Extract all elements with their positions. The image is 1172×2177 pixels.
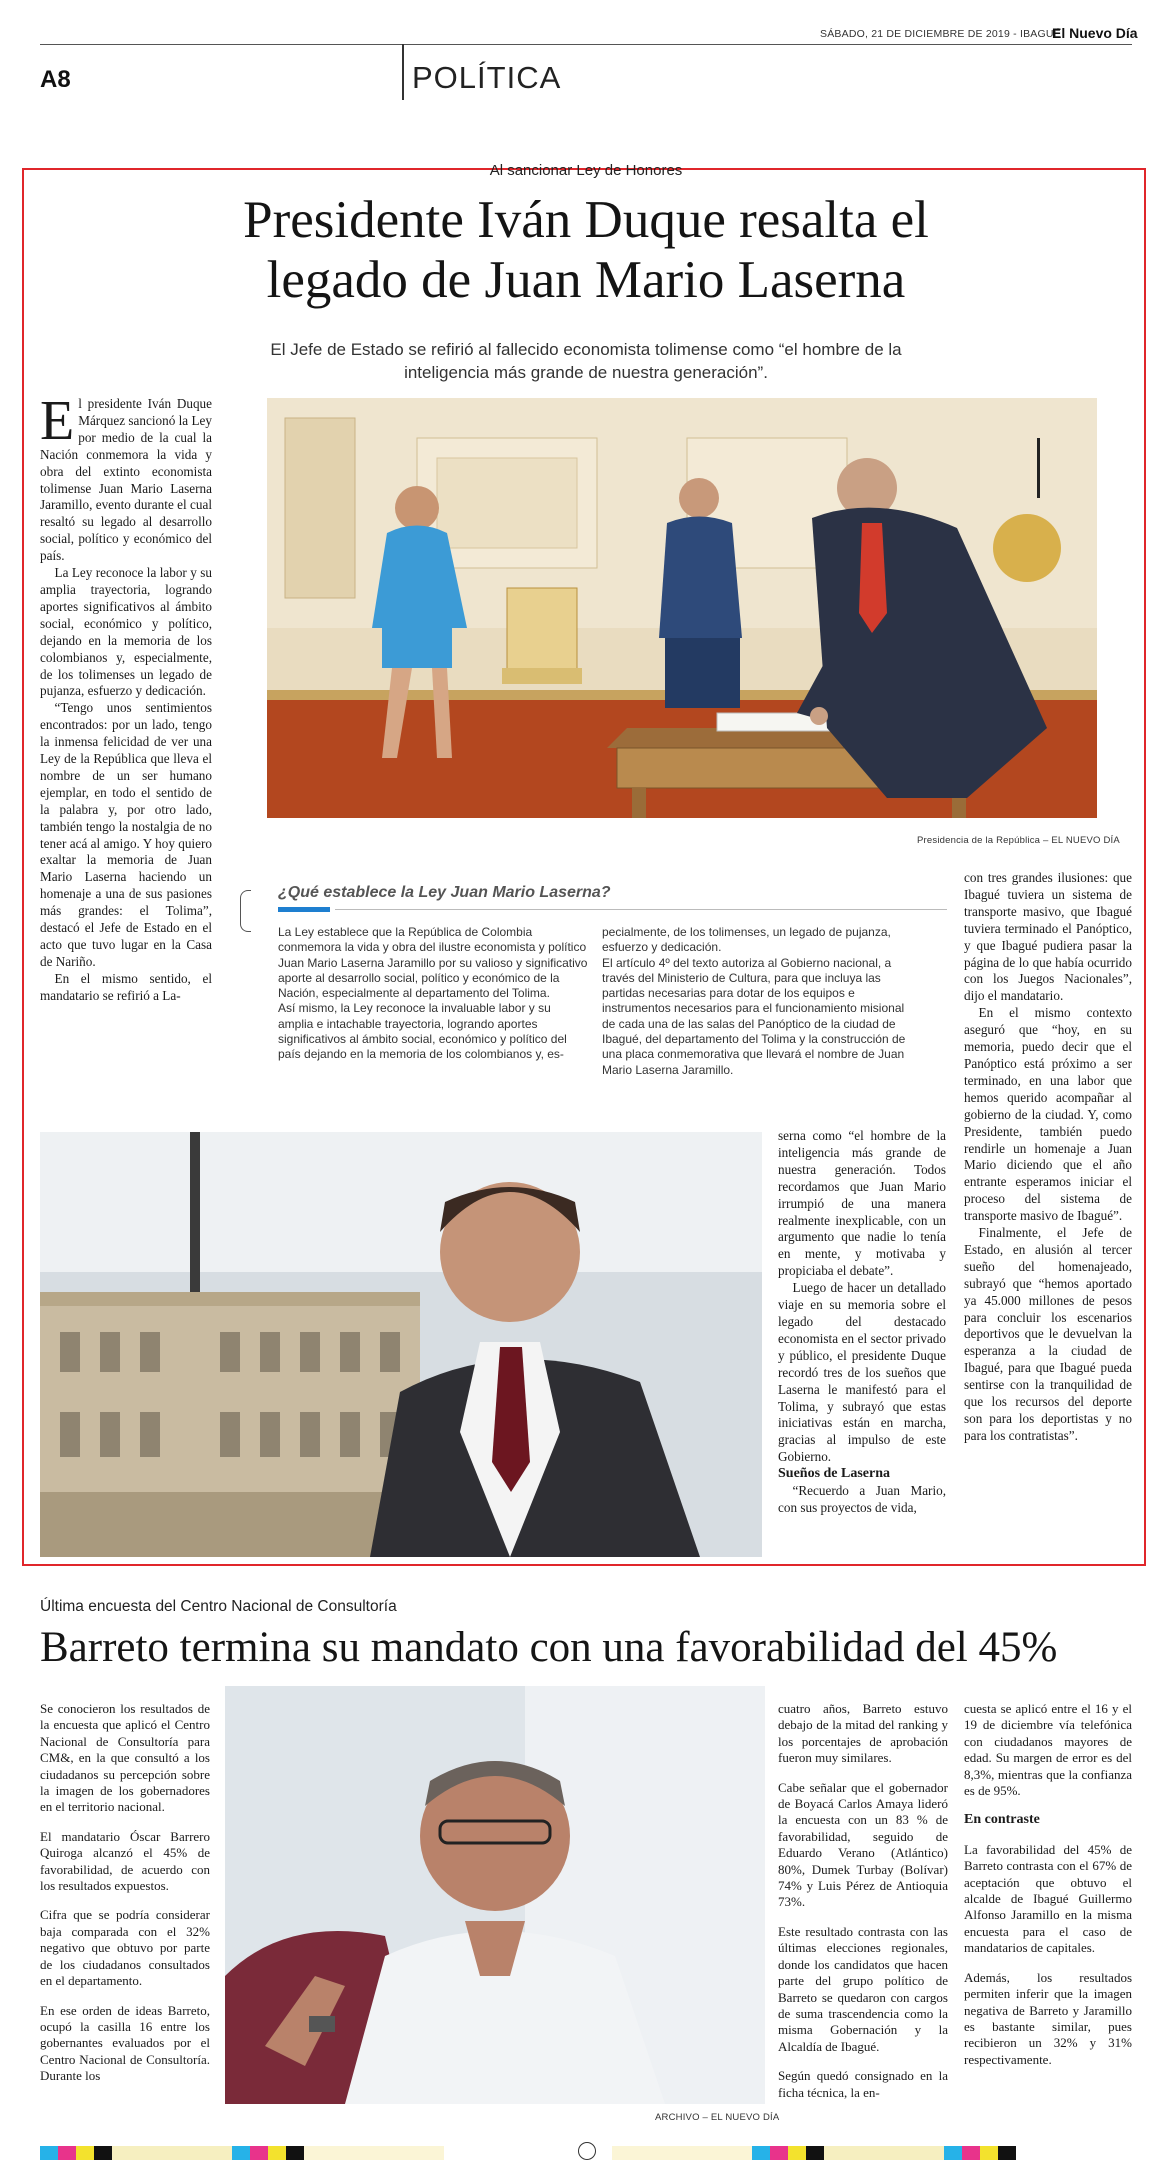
article1-headline [60,190,1112,310]
article1-right-column [964,870,1132,1445]
article1-mid-column [778,1128,946,1517]
subhead: Sueños de Laserna [778,1466,891,1482]
paragraph: Cabe señalar que el gobernador de Boyacá Carlos Amaya lideró la encuesta con un 83 % de favorabilidad, seguido de Eduardo Verano (Atlántico) 80%, Dumek Turbay (Bolívar) 74% y Luis Pérez de Antioquia 73%. [778,1779,948,1910]
deck-line-1: El Jefe de Estado se refirió al fallecido economista tolimense como “el hombre de la [270,340,902,359]
article2-column-1 [40,1688,210,2098]
box-paragraph: La Ley establece que la República de Colombia conmemora la vida y obra del ilustre economista y político Juan Mario Laserna Jaramillo por su valioso y significativo aporte al desarrollo social, político y económico de la Nación, especialmente al departamento del Tolima. [278,925,588,1001]
paragraph: Luego de hacer un detallado viaje en su memoria sobre el legado del destacado economista en el sector privado y público, el presidente Duque recordó tres de los sueños que Laserna le manifestó para el Tolima, y subrayó que estas iniciativas están en marcha, gracias al impulso de este Gobierno. [778,1280,946,1465]
signing-ceremony-photo [267,398,1097,818]
header-rule [40,44,1132,45]
paragraph: En ese orden de ideas Barreto, ocupó la casilla 16 entre los gobernantes evaluados por el Centro Nacional de Consultoría. Durante los [40,2002,210,2084]
box-paragraph: pecialmente, de los tolimenses, un legado de pujanza, esfuerzo y dedicación. [602,925,891,955]
barreto-photo [225,1686,765,2104]
paragraph: En el mismo sentido, el mandatario se refirió a La- [40,970,212,1003]
barreto-illustration [225,1686,765,2104]
info-box-column-1 [278,925,588,1063]
headline-line-2: legado de Juan Mario Laserna [266,251,906,309]
paragraph: La Ley reconoce la labor y su amplia trayectoria, logrando aportes significativos al ámbito social, económico y político, dejando en la memoria de los colombianos y, especialmente, de los tolimenses un legado de pujanza, esfuerzo y dedicación. [40,565,212,699]
info-box-title: ¿Qué establece la Ley Juan Mario Laserna? [278,884,611,901]
drop-cap: E [40,390,75,452]
page-number: A8 [40,66,71,93]
article2-kicker: Última encuesta del Centro Nacional de Consultoría [40,1598,397,1615]
paragraph: Además, los resultados permiten inferir que la imagen negativa de Barreto y Jaramillo es bastante similar, pues recibieron un 32% y 31% respectivamente. [964,1969,1132,2067]
info-box-column-2 [602,925,912,1078]
paragraph: Según quedó consignado en la ficha técnica, la en- [778,2068,948,2100]
paragraph: con tres grandes ilusiones: que Ibagué tuviera un sistema de transporte masivo, que Ibagué tuviera terminado el Panóptico, y que Ibagué pudiera pasar la página de lo que había ocurrido con los Juegos Nacionales”, dijo el mandatario. [964,870,1132,1004]
paragraph: El mandatario Óscar Barrero Quiroga alcanzó el 45% de favorabilidad, de acuerdo con los resultados expuestos. [40,1828,210,1894]
paragraph: En el mismo contexto aseguró que “hoy, en su memoria, puedo decir que el Panóptico está próximo a ser terminado, en una labor que hemos querido acompañar al gobierno de la ciudad. Y, como Presidente, también puedo rendirle un homenaje a Juan Mario diciendo que el año entrante esperamos iniciar el proceso del sistema de transporte masivo de Ibagué”. [964,1005,1132,1224]
paragraph: La favorabilidad del 45% de Barreto contrasta con el 67% de aceptación que obtuvo el alcalde de Ibagué Guillermo Alfonso Jaramillo en la misma encuesta para el caso de mandatarios de capitales. [964,1841,1132,1956]
header-date-line: SÁBADO, 21 DE DICIEMBRE DE 2019 - IBAGUÉ [820,28,1061,40]
paragraph: l presidente Iván Duque Márquez sancionó la Ley por medio de la cual la Nación conmemora la vida y obra del extinto economista tolimense Juan Mario Laserna Jaramillo, evento durante el cual resaltó su legado al desarrollo social, político y económico del país. [40,396,212,564]
paragraph: Se conocieron los resultados de la encuesta que aplicó el Centro Nacional de Consultoría para CM&, en la que consultó a los ciudadanos su percepción sobre la imagen de los gobernadores en el territorio nacional. [40,1701,210,1815]
signing-ceremony-illustration [267,398,1097,818]
box-bracket [240,890,251,932]
section-divider [402,44,404,100]
article2-column-4 [964,1688,1132,2081]
deck-line-2: inteligencia más grande de nuestra generación”. [404,363,768,382]
photo1-credit: Presidencia de la República – EL NUEVO DÍA [917,835,1120,846]
laserna-portrait-illustration [40,1132,762,1557]
paragraph: “Recuerdo a Juan Mario, con sus proyectos de vida, [778,1483,946,1515]
paragraph: “Tengo unos sentimientos encontrados: por un lado, tengo la inmensa felicidad de ver una Ley de la República que lleva el nombre de un ser humano ejemplar, en todo el sentido de la palabra y, por otro lado, también tengo la nostalgia de no tener acá al amigo. Y hoy quiero exaltar la memoria de Juan Mario Laserna haciendo un homenaje a una de sus pasiones más grandes: el Tolima”, destacó el Jefe de Estado en el acto que tuvo lugar en la Casa de Nariño. [40,700,212,969]
article2-headline: Barreto termina su mandato con una favorabilidad del 45% [40,1624,1058,1671]
paragraph: serna como “el hombre de la inteligencia más grande de nuestra generación. Todos recordamos que Juan Mario irrumpió de una manera realmente inexplicable, con un argumento que nadie lo tenía en mente, y motivaba y propiciaba el debate”. [778,1128,946,1279]
article2-column-3 [778,1688,948,2114]
info-box-accent [278,907,330,912]
paragraph: cuatro años, Barreto estuvo debajo de la mitad del ranking y los porcentajes de aprobación fueron muy similares. [778,1701,948,1766]
subhead: En contraste [964,1812,1040,1828]
paragraph: Este resultado contrasta con las últimas elecciones regionales, donde los candidatos que hacen parte del grupo político de Barreto se quedaron con cargos de suma trascendencia como la misma Gobernación y la Alcaldía de Ibagué. [778,1923,948,2054]
newspaper-brand: El Nuevo Día [1052,25,1138,41]
paragraph: Finalmente, el Jefe de Estado, en alusión al tercer sueño del homenajeado, subrayó que “hemos aportado ya 45.000 millones de pesos para concluir los escenarios deportivos que le devuelvan la esperanza a la ciudad de Ibagué, para que Ibagué pueda sentirse con la tranquilidad de que los recursos del deporte son para los deportistas y no para los contratistas”. [964,1225,1132,1443]
registration-mark-icon [578,2142,596,2160]
paragraph: Cifra que se podría considerar baja comparada con el 32% negativo que obtuvo por parte de los ciudadanos consultados en el departamento. [40,1907,210,1989]
article1-left-column [40,390,212,1005]
section-title: POLÍTICA [412,60,562,95]
color-registration-bar-right [612,2146,1132,2160]
box-paragraph: Así mismo, la Ley reconoce la invaluable labor y su amplia e intachable trayectoria, logrando aportes significativos al ámbito social, económico y político del país dejando en la memoria de los colombianos y, es- [278,1001,567,1062]
article1-kicker: Al sancionar Ley de Honores [489,162,683,179]
photo3-credit: ARCHIVO – EL NUEVO DÍA [655,2112,780,2123]
headline-line-1: Presidente Iván Duque resalta el [243,191,929,249]
paragraph: cuesta se aplicó entre el 16 y el 19 de diciembre vía telefónica con ciudadanos mayores de edad. Su margen de error es del 8,3%, mientras que la confianza es de 95%. [964,1701,1132,1799]
info-box-rule [335,909,947,910]
box-paragraph: El artículo 4º del texto autoriza al Gobierno nacional, a través del Ministerio de Cultura, para que incluya las partidas necesarias para dotar de los equipos e instrumentos necesarios para el funcionamiento misional de cada una de las salas del Panóptico de la ciudad de Ibagué, del departamento del Tolima y la construcción de una placa conmemorativa que llevará el nombre de Juan Mario Laserna Jaramillo. [602,955,906,1077]
color-registration-bar-left [40,2146,560,2160]
article1-deck [200,338,972,384]
laserna-portrait-photo [40,1132,762,1557]
